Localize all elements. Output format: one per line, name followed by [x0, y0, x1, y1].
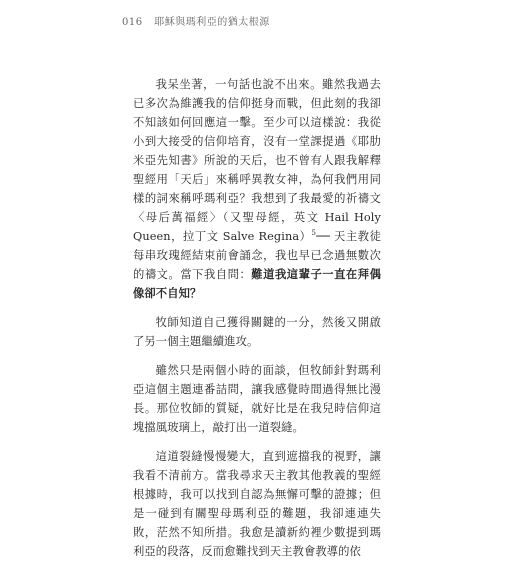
paragraph-2: 牧師知道自己獲得關鍵的一分，然後又開啟了另一個主題繼續進攻。	[133, 316, 381, 348]
page-number: 016	[122, 17, 143, 28]
footnote-ref[interactable]: 5	[311, 229, 317, 238]
paragraph-text: 我呆坐著，一句話也說不出來。雖然我過去已多次為維護我的信仰挺身而戰，但此刻的我卻不知該如何回應這一擊。至少可以這樣說：我從小到大接受的信仰培育，沒有一堂課提過《耶肋米亞先知書》所說的天后，也不曾有人跟我解釋聖經用「天后」來稱呼異教女神，為何我們用同樣的詞來稱呼瑪利亞？我想到了我最愛的祈禱文〈母后萬福經〉（又聖母經，英文 Hail Holy Queen，拉丁文 Salve Regina）	[133, 78, 381, 243]
running-title: 耶穌與瑪利亞的猶太根源	[154, 17, 270, 28]
running-header	[122, 13, 270, 28]
emphasized-question: 難道我這輩子一直在拜偶像卻不自知？	[133, 268, 381, 300]
paragraph-3: 雖然只是兩個小時的面談，但牧師針對瑪利亞這個主題連番詰問，讓我感覺時間過得無比漫長。那位牧師的質疑，就好比是在我兒時信仰這塊擋風玻璃上，敲打出一道裂縫。	[133, 364, 381, 434]
paragraph-text: ── 天主教徒每串玫瑰經結束前會誦念，我也早已念過無數次的禱文。當下我自問：	[133, 230, 381, 281]
paragraph-4: 這道裂縫慢慢變大，直到遮擋我的視野，讓我看不清前方。當我尋求天主教其他教義的聖經根據時，我可以找到自認為無懈可擊的證據；但是一碰到有關聖母瑪利亞的難題，我卻連連失敗，茫然不知所措。我愈是讀新約裡少數提到瑪利亞的段落，反而愈難找到天主教會教導的依	[133, 450, 381, 558]
body-text	[133, 75, 381, 571]
paragraph-1	[133, 75, 381, 303]
